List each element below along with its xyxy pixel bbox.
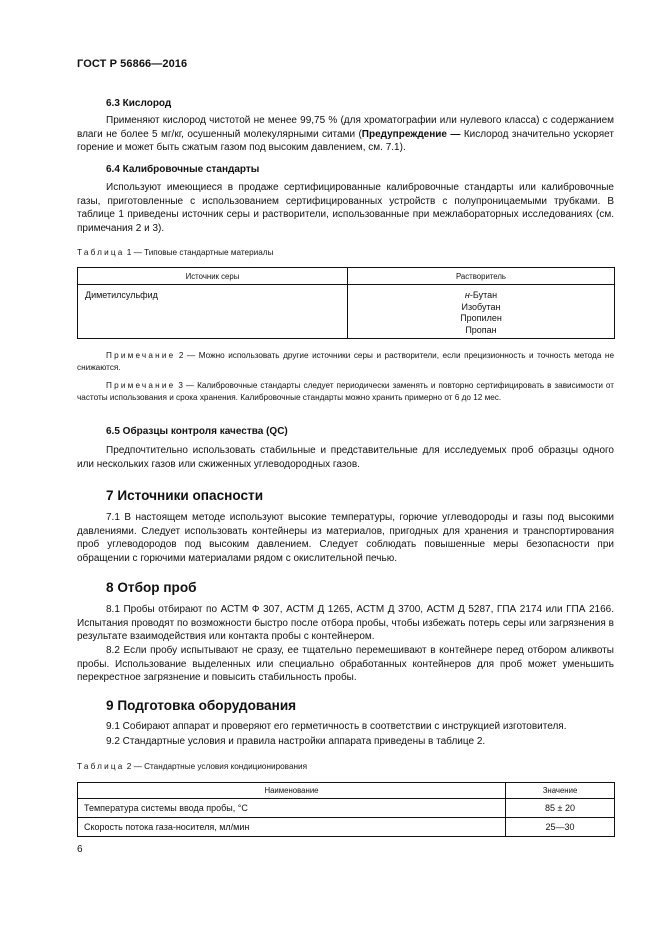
table-2-name-cell: Температура системы ввода пробы, °С	[78, 799, 506, 818]
section-6-5-text: Предпочтительно использовать стабильные и представительные для исследуемых проб образцы одного или нескольких газов или сжиженных углеводородных газов.	[77, 445, 614, 470]
note-3-text: 3 — Калибровочные стандарты следует периодически заменять и повторно сертифицировать в зависимости от частоты использования и срока хранения. Калибровочные стандарты можно хранить примерно от 6 до 12 мес.	[77, 381, 614, 402]
note-3	[77, 380, 614, 404]
table-2-col-name: Наименование	[78, 783, 506, 799]
table-1-header-row	[78, 268, 615, 285]
table-1-solvent-cell	[348, 285, 615, 339]
table-2-value-cell: 85 ± 20	[506, 799, 615, 818]
section-9-title: 9 Подготовка оборудования	[106, 698, 297, 713]
section-6-3-text-b: Кислород значительно ускоряет горение и может быть сжатым газом под высоким давлением, см. 7.1).	[77, 128, 614, 154]
table-2-caption-text: 2 — Стандартные условия кондиционирования	[124, 762, 308, 771]
table-1-col-solvent: Растворитель	[348, 268, 615, 285]
section-8-p1: 8.1 Пробы отбирают по АСТМ Ф 307, АСТМ Д 1265, АСТМ Д 3700, АСТМ Д 5287, ГПА 2174 или ГПА 2166. Испытания проводят по возможности быстро после отбора пробы, чтобы избежать потерь серы или загрязнения в результате взаимодействия или контакта пробы с контейнером.	[77, 604, 614, 643]
table-1-col-source: Источник серы	[78, 268, 348, 285]
table-row	[78, 285, 615, 339]
solvent-prefix: н	[464, 290, 470, 300]
solvent-item: Пропан	[465, 324, 497, 335]
section-6-4-title: 6.4 Калибровочные стандарты	[106, 164, 260, 175]
section-6-3-title: 6.3 Кислород	[106, 98, 172, 109]
section-6-4-text: Используют имеющиеся в продаже сертифицированные калибровочные стандарты или калибровочные газы, приготовленные с использованием сертифицированных устройств с полупроницаемыми трубками. В таблице 1 приведены источник серы и растворители, использованные при межлабораторных исследованиях (см. примечания 2 и 3).	[77, 182, 614, 234]
table-2-value-cell: 25—30	[506, 818, 615, 837]
table-row	[78, 799, 615, 818]
table-2-header-row	[78, 783, 615, 799]
table-row	[78, 818, 615, 837]
section-7-text: 7.1 В настоящем методе используют высокие температуры, горючие углеводороды и газы под высокими давлениями. Следует использовать контейнеры из материалов, пригодных для хранения и транспортирования проб углеводородов под высоким давлением. Следует соблюдать повышенные меры безопасности при обращении с горючими материалами рядом с окислительной печью.	[77, 512, 614, 564]
section-6-3-text	[77, 114, 614, 155]
document-header: ГОСТ Р 56866—2016	[77, 58, 188, 70]
table-2-col-value: Значение	[506, 783, 615, 799]
table-2-caption	[77, 762, 307, 771]
note-2-text: 2 — Можно использовать другие источники серы и растворители, если прецизионность и точность метода не снижаются.	[77, 351, 614, 372]
section-9-p2: 9.2 Стандартные условия и правила настройки аппарата приведены в таблице 2.	[106, 736, 486, 747]
note-2-label: Примечание	[106, 351, 176, 360]
section-9-p1: 9.1 Собирают аппарат и проверяют его герметичность в соответствии с инструкцией изготовителя.	[106, 721, 567, 732]
page-number: 6	[77, 844, 83, 855]
section-7-title: 7 Источники опасности	[106, 488, 264, 503]
table-1-source-cell: Диметилсульфид	[78, 285, 348, 339]
table-1	[77, 267, 615, 339]
note-2	[77, 350, 614, 374]
solvent-item	[348, 290, 614, 302]
warning-label: Предупреждение —	[361, 128, 461, 140]
table-2-name-cell: Скорость потока газа-носителя, мл/мин	[78, 818, 506, 837]
solvent-first-rest: -Бутан	[469, 290, 498, 300]
table-1-caption	[77, 248, 273, 257]
table-2-caption-label: Таблица	[77, 762, 125, 771]
table-1-caption-label: Таблица	[77, 248, 125, 257]
section-8-p2: 8.2 Если пробу испытывают не сразу, ее тщательно перемешивают в контейнере перед отбором аликвоты пробы. Использование выделенных или специально обработанных контейнеров для проб может уменьшить перекрестное загрязнение и повысить стабильность пробы.	[77, 645, 614, 684]
section-6-3-text-a: Применяют кислород чистотой не менее 99,75 % (для хроматографии или нулевого класса) с содержанием влаги не более 5 мг/кг, осушенный молекулярными ситами (	[77, 115, 614, 140]
table-2	[77, 782, 615, 837]
table-1-caption-text: 1 — Типовые стандартные материалы	[124, 248, 274, 257]
section-8-title: 8 Отбор проб	[106, 580, 197, 595]
section-6-5-title: 6.5 Образцы контроля качества (QC)	[106, 426, 288, 437]
solvent-item: Изобутан	[461, 301, 501, 312]
note-3-label: Примечание	[106, 381, 176, 390]
solvent-item: Пропилен	[460, 313, 502, 324]
